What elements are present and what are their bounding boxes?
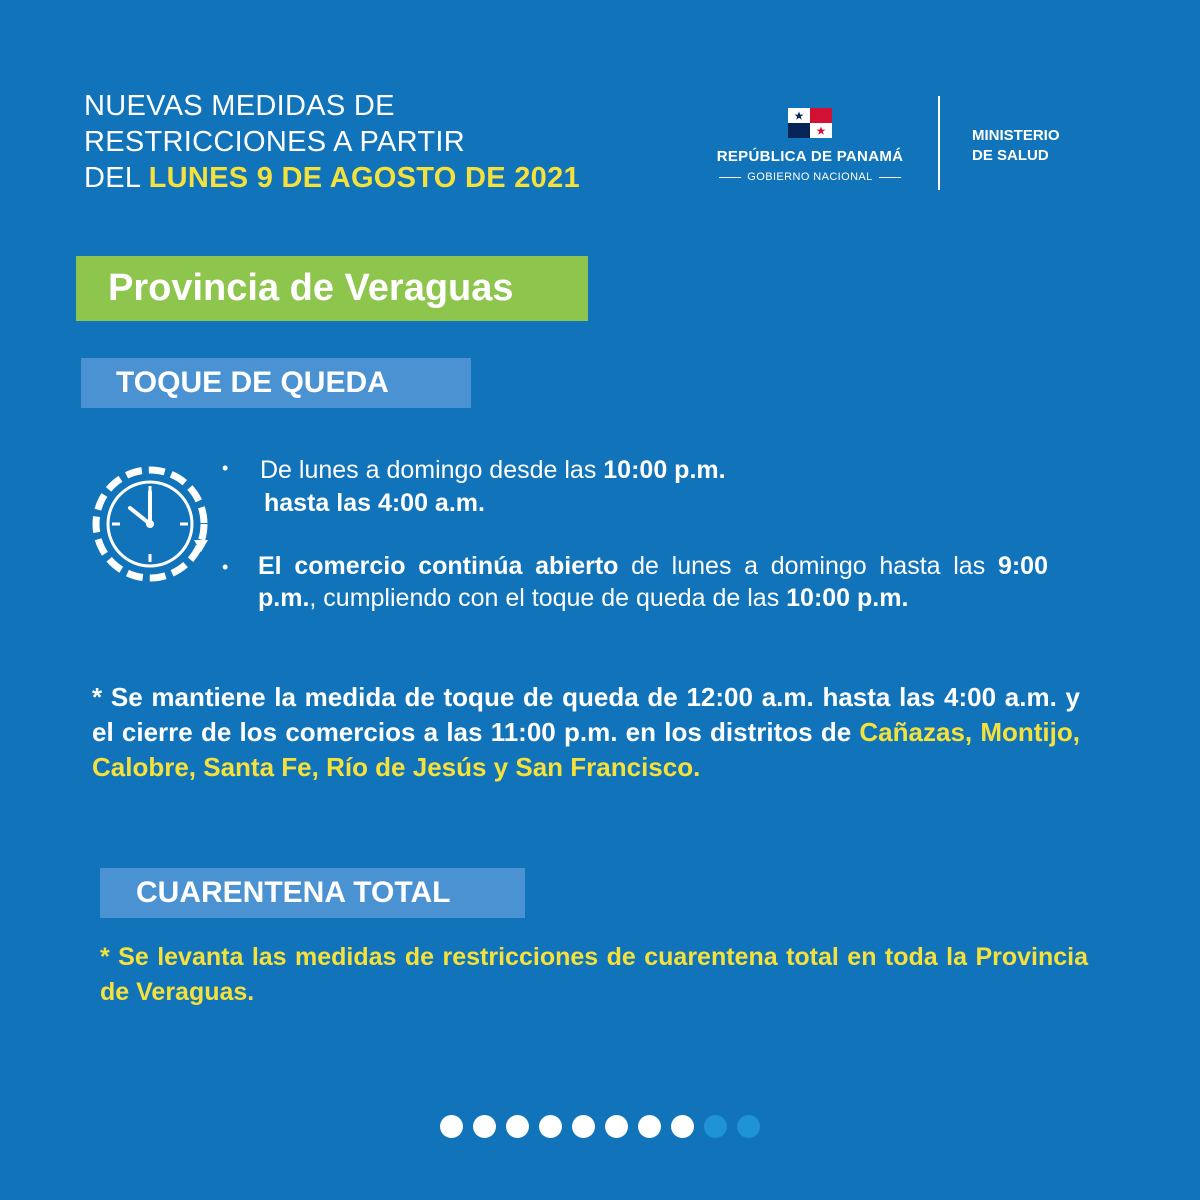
pagination-dot[interactable] — [605, 1115, 628, 1138]
pagination-dot[interactable] — [506, 1115, 529, 1138]
government-logo — [690, 108, 930, 183]
cuarentena-note: * Se levanta las medidas de restricciones de cuarentena total en toda la Provincia de Veraguas. — [100, 943, 1088, 1006]
pagination-dot[interactable] — [572, 1115, 595, 1138]
headline-prefix: DEL — [84, 162, 149, 194]
republica-label: REPÚBLICA DE PANAMÁ — [716, 148, 904, 165]
bullet-curfew-hours — [260, 454, 860, 520]
headline-date: LUNES 9 DE AGOSTO DE 2021 — [148, 162, 580, 194]
bullet-bold: 10:00 p.m. — [786, 584, 909, 612]
pagination-dot[interactable] — [539, 1115, 562, 1138]
divider-rule-left — [719, 177, 741, 178]
bullet-text: De lunes a domingo desde las — [260, 456, 604, 484]
bullet-text: de lunes a domingo hasta las — [618, 552, 998, 580]
ministerio-line-2: DE SALUD — [972, 147, 1049, 164]
cuarentena-title: CUARENTENA TOTAL — [136, 876, 451, 909]
headline — [84, 88, 644, 196]
pagination-dot[interactable] — [737, 1115, 760, 1138]
bullet-line — [260, 487, 860, 520]
bullet-marker: • — [222, 458, 229, 478]
bullet-bold: 9:00 p.m. — [258, 552, 1048, 612]
clock-icon — [86, 460, 214, 588]
panama-flag-icon — [788, 108, 832, 138]
bullet-bold: El comercio continúa abierto — [258, 552, 619, 580]
bullet-text: , cumpliendo con el toque de queda de las — [309, 584, 787, 612]
bullet-line — [260, 454, 860, 487]
curfew-note — [92, 680, 1080, 785]
ministerio-line-1: MINISTERIO — [972, 127, 1060, 144]
headline-line-2: RESTRICCIONES A PARTIR — [84, 126, 465, 158]
pagination-dot[interactable] — [473, 1115, 496, 1138]
province-title: Provincia de Veraguas — [108, 267, 514, 309]
ministerio-logo — [972, 126, 1060, 166]
bullet-bold: hasta las 4:00 a.m. — [264, 489, 485, 517]
pagination-dot[interactable] — [671, 1115, 694, 1138]
pagination-dot[interactable] — [440, 1115, 463, 1138]
gobierno-row — [690, 171, 930, 183]
bullet-marker: • — [222, 557, 229, 577]
divider-rule-right — [879, 177, 901, 178]
headline-line-1: NUEVAS MEDIDAS DE — [84, 90, 395, 122]
carousel-pagination[interactable] — [440, 1115, 760, 1138]
logo-divider — [938, 96, 940, 190]
pagination-dot[interactable] — [638, 1115, 661, 1138]
headline-line-3 — [84, 160, 644, 196]
bullet-bold: 10:00 p.m. — [603, 456, 726, 484]
toque-title: TOQUE DE QUEDA — [116, 366, 389, 399]
bullet-commerce — [258, 550, 1048, 614]
pagination-dot[interactable] — [704, 1115, 727, 1138]
gobierno-label: GOBIERNO NACIONAL — [747, 171, 873, 183]
note-districts: Cañazas, Montijo, Calobre, Santa Fe, Río de Jesús y San Francisco. — [92, 717, 1080, 782]
note-text: * Se mantiene la medida de toque de queda de 12:00 a.m. hasta las 4:00 a.m. y el cierre de los comercios a las 11:00 p.m. en los distritos de — [92, 682, 1080, 747]
